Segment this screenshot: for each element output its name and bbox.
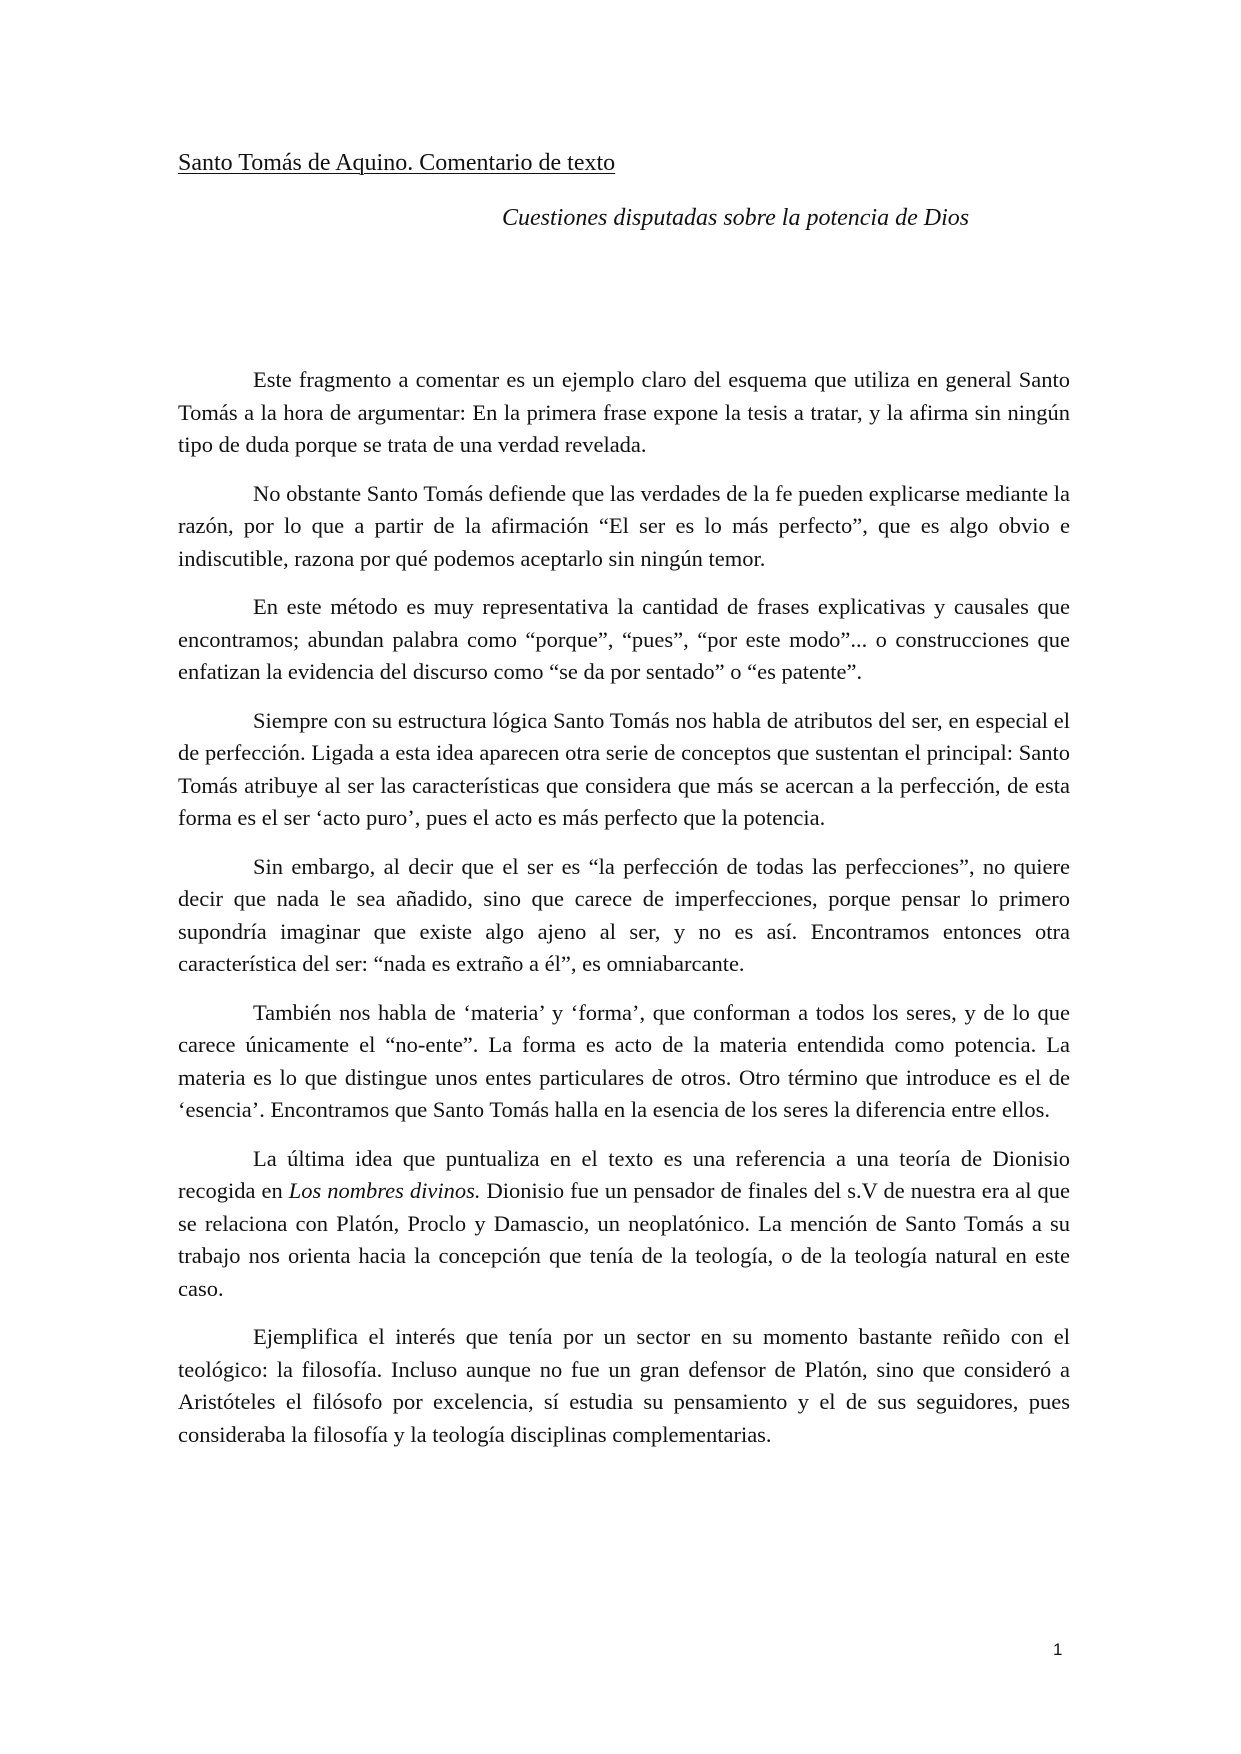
paragraph-6: También nos habla de ‘materia’ y ‘forma’, que conforman a todos los seres, y de lo que carece únicamente el “no-ente”. La forma es acto de la materia entendida como potencia. La materia es lo que distingue unos entes particulares de otros. Otro término que introduce es el de ‘esencia’. Encontramos que Santo Tomás halla en la esencia de los seres la diferencia entre ellos. [178, 999, 1070, 1122]
paragraph-7 [178, 1143, 1070, 1306]
document-body [178, 364, 1070, 1467]
document-title: Santo Tomás de Aquino. Comentario de texto [178, 150, 616, 176]
paragraph-7-text-start: La última idea que puntualiza en el texto es una referencia a una teoría de Dionisio recogida en [178, 1145, 1070, 1203]
document-subtitle: Cuestiones disputadas sobre la potencia de Dios [502, 205, 970, 231]
paragraph-8: Ejemplifica el interés que tenía por un sector en su momento bastante reñido con el teológico: la filosofía. Incluso aunque no fue un gran defensor de Platón, sino que consideró a Aristóteles el filósofo por excelencia, sí estudia su pensamiento y el de sus seguidores, pues consideraba la filosofía y la teología disciplinas complementarias. [178, 1324, 1070, 1447]
paragraph-4: Siempre con su estructura lógica Santo Tomás nos habla de atributos del ser, en especial el de perfección. Ligada a esta idea aparecen otra serie de conceptos que sustentan el principal: Santo Tomás atribuye al ser las características que considera que más se acercan a la perfección, de esta forma es el ser ‘acto puro’, pues el acto es más perfecto que la potencia. [178, 707, 1070, 830]
paragraph-1: Este fragmento a comentar es un ejemplo claro del esquema que utiliza en general Santo Tomás a la hora de argumentar: En la primera frase expone la tesis a tratar, y la afirma sin ningún tipo de duda porque se trata de una verdad revelada. [178, 367, 1070, 457]
paragraph-5: Sin embargo, al decir que el ser es “la perfección de todas las perfecciones”, no quiere decir que nada le sea añadido, sino que carece de imperfecciones, porque pensar lo primero supondría imaginar que existe algo ajeno al ser, y no es así. Encontramos entonces otra característica del ser: “nada es extraño a él”, es omniabarcante. [178, 853, 1070, 976]
paragraph-7-text-end: Dionisio fue un pensador de finales del s.V de nuestra era al que se relaciona con Platón, Proclo y Damascio, un neoplatónico. La mención de Santo Tomás a su trabajo nos orienta hacia la concepción que tenía de la teología, o de la teología natural en este caso. [178, 1178, 1070, 1301]
paragraph-3: En este método es muy representativa la cantidad de frases explicativas y causales que encontramos; abundan palabra como “porque”, “pues”, “por este modo”... o construcciones que enfatizan la evidencia del discurso como “se da por sentado” o “es patente”. [178, 594, 1070, 684]
book-title-italic: Los nombres divinos. [288, 1178, 481, 1203]
paragraph-2: No obstante Santo Tomás defiende que las verdades de la fe pueden explicarse mediante la razón, por lo que a partir de la afirmación “El ser es lo más perfecto”, que es algo obvio e indiscutible, razona por qué podemos aceptarlo sin ningún temor. [178, 480, 1070, 571]
page-number: 1 [1053, 1640, 1063, 1659]
